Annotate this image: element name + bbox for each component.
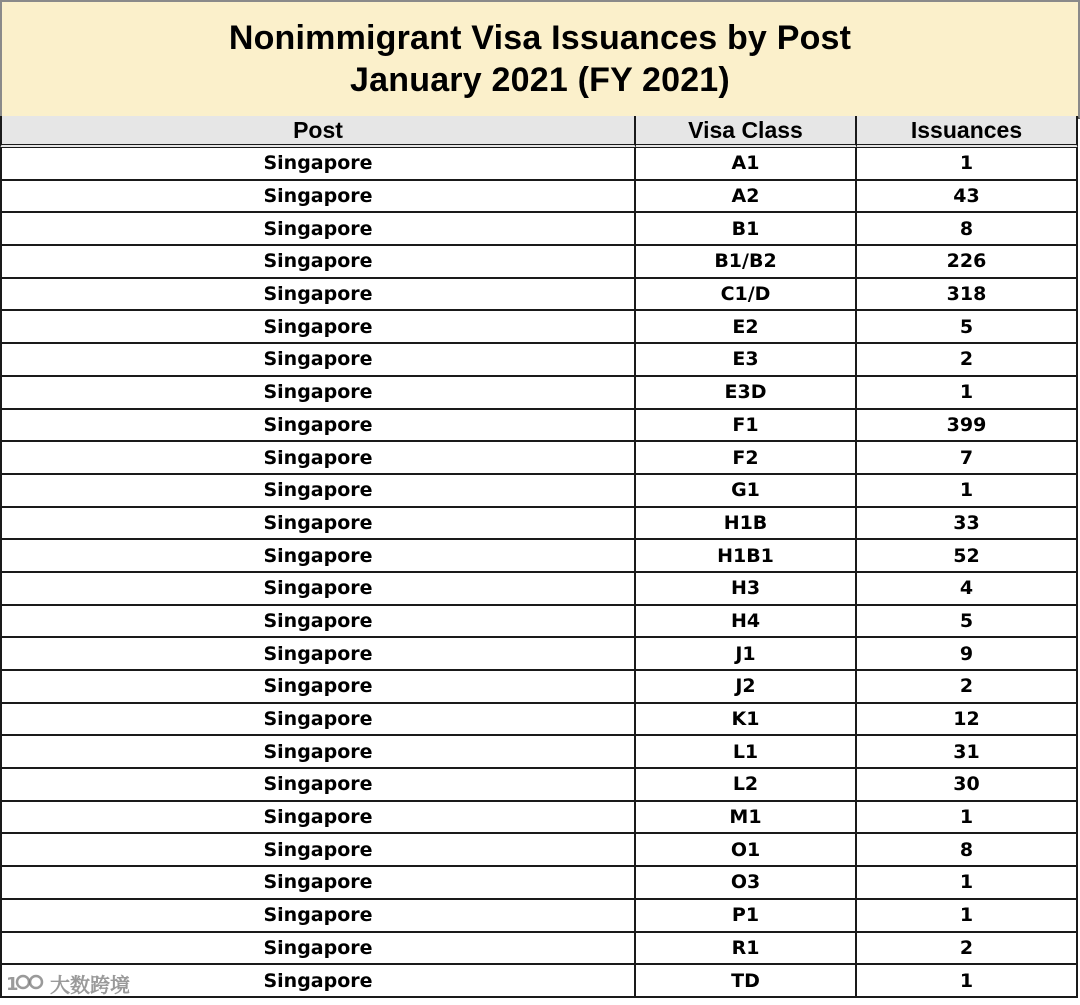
issuances-cell: 52 <box>857 540 1078 573</box>
visa-class-cell: G1 <box>636 475 857 508</box>
issuances-cell: 43 <box>857 181 1078 214</box>
table-row <box>0 148 1080 181</box>
issuances-cell: 1 <box>857 475 1078 508</box>
table-row <box>0 573 1080 606</box>
visa-class-cell: R1 <box>636 933 857 966</box>
issuances-cell: 5 <box>857 606 1078 639</box>
table-row <box>0 834 1080 867</box>
issuances-cell: 2 <box>857 344 1078 377</box>
watermark <box>6 968 130 998</box>
post-cell: Singapore <box>0 344 636 377</box>
issuances-cell: 2 <box>857 671 1078 704</box>
issuances-cell: 1 <box>857 867 1078 900</box>
issuances-cell: 31 <box>857 736 1078 769</box>
issuances-cell: 8 <box>857 834 1078 867</box>
table-row <box>0 900 1080 933</box>
visa-class-cell: H4 <box>636 606 857 639</box>
title-banner <box>0 0 1080 119</box>
post-cell: Singapore <box>0 867 636 900</box>
svg-text:1: 1 <box>6 974 19 995</box>
post-cell: Singapore <box>0 540 636 573</box>
issuances-cell: 226 <box>857 246 1078 279</box>
page-subtitle: January 2021 (FY 2021) <box>350 61 730 99</box>
visa-class-cell: E2 <box>636 311 857 344</box>
issuances-cell: 1 <box>857 377 1078 410</box>
table-row <box>0 279 1080 312</box>
visa-class-cell: A1 <box>636 148 857 181</box>
table-row <box>0 377 1080 410</box>
issuances-cell: 5 <box>857 311 1078 344</box>
issuances-cell: 12 <box>857 704 1078 737</box>
post-cell: Singapore <box>0 933 636 966</box>
post-cell: Singapore <box>0 606 636 639</box>
visa-class-cell: A2 <box>636 181 857 214</box>
visa-class-cell: J2 <box>636 671 857 704</box>
visa-class-cell: F1 <box>636 410 857 443</box>
post-cell: Singapore <box>0 246 636 279</box>
post-cell: Singapore <box>0 900 636 933</box>
issuances-cell: 2 <box>857 933 1078 966</box>
post-cell: Singapore <box>0 377 636 410</box>
post-cell: Singapore <box>0 410 636 443</box>
visa-class-cell: E3D <box>636 377 857 410</box>
post-cell: Singapore <box>0 442 636 475</box>
table-row <box>0 933 1080 966</box>
post-cell: Singapore <box>0 148 636 181</box>
table-body <box>0 148 1080 998</box>
table-row <box>0 508 1080 541</box>
post-cell: Singapore <box>0 573 636 606</box>
table-row <box>0 181 1080 214</box>
issuances-cell: 1 <box>857 148 1078 181</box>
visa-class-cell: TD <box>636 965 857 998</box>
page-title: Nonimmigrant Visa Issuances by Post <box>228 19 852 57</box>
issuances-cell: 1 <box>857 900 1078 933</box>
visa-class-cell: B1 <box>636 213 857 246</box>
post-cell: Singapore <box>0 475 636 508</box>
visa-class-cell: B1/B2 <box>636 246 857 279</box>
issuances-cell: 1 <box>857 965 1078 998</box>
column-header-post: Post <box>0 116 636 148</box>
visa-class-cell: F2 <box>636 442 857 475</box>
post-cell: Singapore <box>0 834 636 867</box>
column-header-issuances: Issuances <box>857 116 1078 148</box>
table-row <box>0 606 1080 639</box>
visa-class-cell: O1 <box>636 834 857 867</box>
table-row <box>0 344 1080 377</box>
issuances-cell: 399 <box>857 410 1078 443</box>
table-row <box>0 213 1080 246</box>
post-cell: Singapore <box>0 736 636 769</box>
table-row <box>0 246 1080 279</box>
table-row <box>0 671 1080 704</box>
table-row <box>0 540 1080 573</box>
post-cell: Singapore <box>0 508 636 541</box>
visa-class-cell: K1 <box>636 704 857 737</box>
post-cell: Singapore <box>0 965 636 998</box>
issuances-cell: 9 <box>857 638 1078 671</box>
post-cell: Singapore <box>0 638 636 671</box>
table-row <box>0 965 1080 998</box>
visa-class-cell: C1/D <box>636 279 857 312</box>
issuances-cell: 33 <box>857 508 1078 541</box>
column-header-visa-class: Visa Class <box>636 116 857 148</box>
visa-class-cell: M1 <box>636 802 857 835</box>
issuances-cell: 1 <box>857 802 1078 835</box>
post-cell: Singapore <box>0 671 636 704</box>
issuances-cell: 4 <box>857 573 1078 606</box>
visa-class-cell: O3 <box>636 867 857 900</box>
issuances-cell: 8 <box>857 213 1078 246</box>
post-cell: Singapore <box>0 181 636 214</box>
visa-class-cell: H1B1 <box>636 540 857 573</box>
watermark-text: 大数跨境 <box>50 974 130 997</box>
table-row <box>0 442 1080 475</box>
visa-class-cell: L2 <box>636 769 857 802</box>
visa-class-cell: J1 <box>636 638 857 671</box>
table-row <box>0 638 1080 671</box>
visa-class-cell: L1 <box>636 736 857 769</box>
post-cell: Singapore <box>0 704 636 737</box>
issuances-cell: 318 <box>857 279 1078 312</box>
table-header-row <box>0 116 1080 148</box>
issuances-cell: 30 <box>857 769 1078 802</box>
visa-class-cell: H3 <box>636 573 857 606</box>
visa-class-cell: P1 <box>636 900 857 933</box>
issuances-cell: 7 <box>857 442 1078 475</box>
table-row <box>0 736 1080 769</box>
post-cell: Singapore <box>0 213 636 246</box>
watermark-logo-icon <box>6 970 46 996</box>
table-row <box>0 475 1080 508</box>
table-row <box>0 867 1080 900</box>
table-row <box>0 769 1080 802</box>
table-row <box>0 802 1080 835</box>
post-cell: Singapore <box>0 311 636 344</box>
issuances-table <box>0 116 1080 998</box>
table-row <box>0 410 1080 443</box>
table-row <box>0 704 1080 737</box>
table-row <box>0 311 1080 344</box>
post-cell: Singapore <box>0 769 636 802</box>
visa-class-cell: E3 <box>636 344 857 377</box>
visa-class-cell: H1B <box>636 508 857 541</box>
post-cell: Singapore <box>0 279 636 312</box>
post-cell: Singapore <box>0 802 636 835</box>
